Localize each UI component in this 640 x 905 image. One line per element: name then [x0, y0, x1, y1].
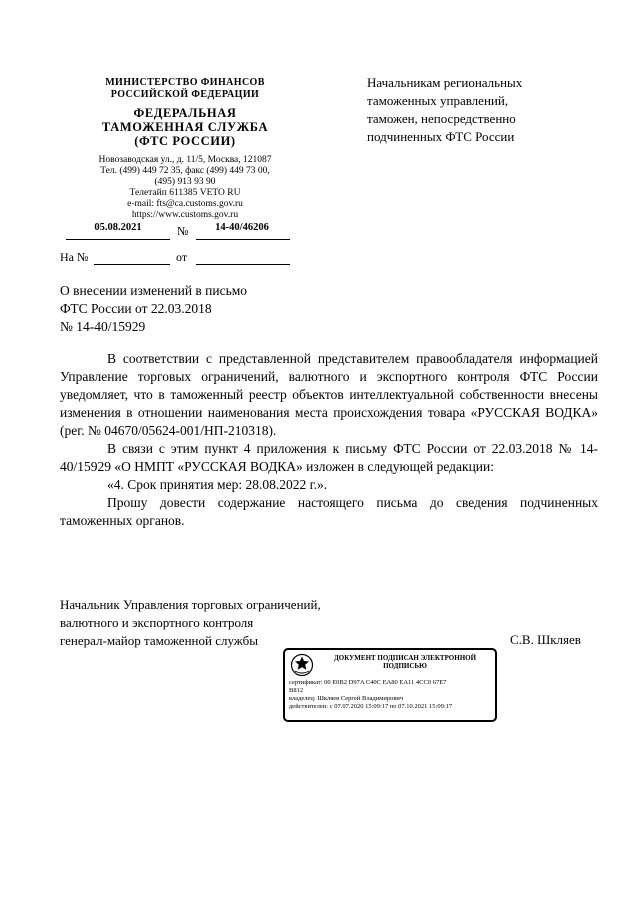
agency-name [60, 106, 310, 148]
signatory-title-line1: Начальник Управления торговых ограничений, [60, 597, 321, 612]
stamp-owner: владелец: Шкляев Сергей Владимирович [289, 695, 404, 702]
reference-number-blank [94, 264, 170, 265]
agency-phone2: (495) 913 93 90 [154, 177, 216, 187]
body-paragraph-3: «4. Срок принятия мер: 28.08.2022 г.». [107, 477, 328, 492]
letter-subject [60, 282, 320, 336]
stamp-title: ДОКУМЕНТ ПОДПИСАН ЭЛЕКТРОННОЙ ПОДПИСЬЮ [333, 654, 477, 670]
agency-phone: Тел. (499) 449 72 35, факс (499) 449 73 00, [100, 166, 270, 176]
subject-line3: № 14-40/15929 [60, 319, 146, 334]
addressee-line1: Начальникам региональных [367, 75, 523, 90]
ministry-name [60, 77, 310, 101]
reference-number-label: На № [60, 250, 89, 264]
agency-contacts [60, 155, 310, 221]
agency-address: Новозаводская ул., д. 11/5, Москва, 121087 [98, 155, 272, 165]
agency-line2: ТАМОЖЕННАЯ СЛУЖБА [101, 120, 269, 134]
ministry-line2: РОССИЙСКОЙ ФЕДЕРАЦИИ [110, 89, 260, 100]
registration-number-underline [196, 239, 290, 240]
signatory-name: С.В. Шкляев [510, 632, 581, 647]
addressee-line2: таможенных управлений, [367, 93, 509, 108]
customs-emblem-icon [290, 653, 314, 677]
registration-date: 05.08.2021 [94, 222, 142, 233]
registration-date-underline [66, 239, 170, 240]
stamp-certificate-line2: B812 [289, 687, 304, 694]
stamp-validity: действителен: с 07.07.2020 15:09:17 по 07.10.2021 15:09:17 [289, 703, 453, 710]
addressee-line4: подчиненных ФТС России [367, 129, 515, 144]
reference-date-blank [196, 264, 290, 265]
addressee [367, 74, 607, 146]
agency-website: https://www.customs.gov.ru [131, 210, 239, 220]
ministry-line1: МИНИСТЕРСТВО ФИНАНСОВ [105, 77, 265, 88]
agency-line3: (ФТС РОССИИ) [134, 134, 236, 148]
registration-number: 14-40/46206 [215, 222, 269, 233]
stamp-certificate-line1: сертификат: 00 E0B2 D97A C40C EA80 EA11 4CC0 67E7 [289, 679, 447, 686]
signatory-title [60, 596, 390, 650]
signatory-title-line2: валютного и экспортного контроля [60, 615, 254, 630]
addressee-line3: таможен, непосредственно [367, 111, 516, 126]
registration-number-label: № [177, 224, 189, 238]
signatory-title-line3: генерал-майор таможенной службы [60, 633, 258, 648]
agency-line1: ФЕДЕРАЛЬНАЯ [133, 106, 237, 120]
subject-line1: О внесении изменений в письмо [60, 283, 248, 298]
reference-date-label: от [176, 250, 188, 264]
body-paragraph-2: В связи с этим пункт 4 приложения к письму ФТС России от 22.03.2018 № 14-40/15929 «О НМПТ «РУССКАЯ ВОДКА» изложен в следующей редакции: [60, 441, 598, 474]
body-paragraph-4: Прошу довести содержание настоящего письма до сведения подчиненных таможенных органов. [60, 495, 598, 528]
body-paragraph-1: В соответствии с представленной представителем правообладателя информацией Управление торговых ограничений, валютного и экспортного контроля ФТС России уведомляет, что в таможенный реестр объектов интеллектуальной собственности внесены изменения в отношении наименования места происхождения товара «РУССКАЯ ВОДКА» (рег. № 04670/05624-001/НП-210318). [60, 351, 598, 438]
agency-email: e-mail: fts@ca.customs.gov.ru [127, 199, 243, 209]
subject-line2: ФТС России от 22.03.2018 [60, 301, 212, 316]
agency-teletype: Телетайп 611385 VETO RU [129, 188, 241, 198]
electronic-signature-stamp [283, 648, 497, 722]
letter-body [60, 350, 598, 530]
